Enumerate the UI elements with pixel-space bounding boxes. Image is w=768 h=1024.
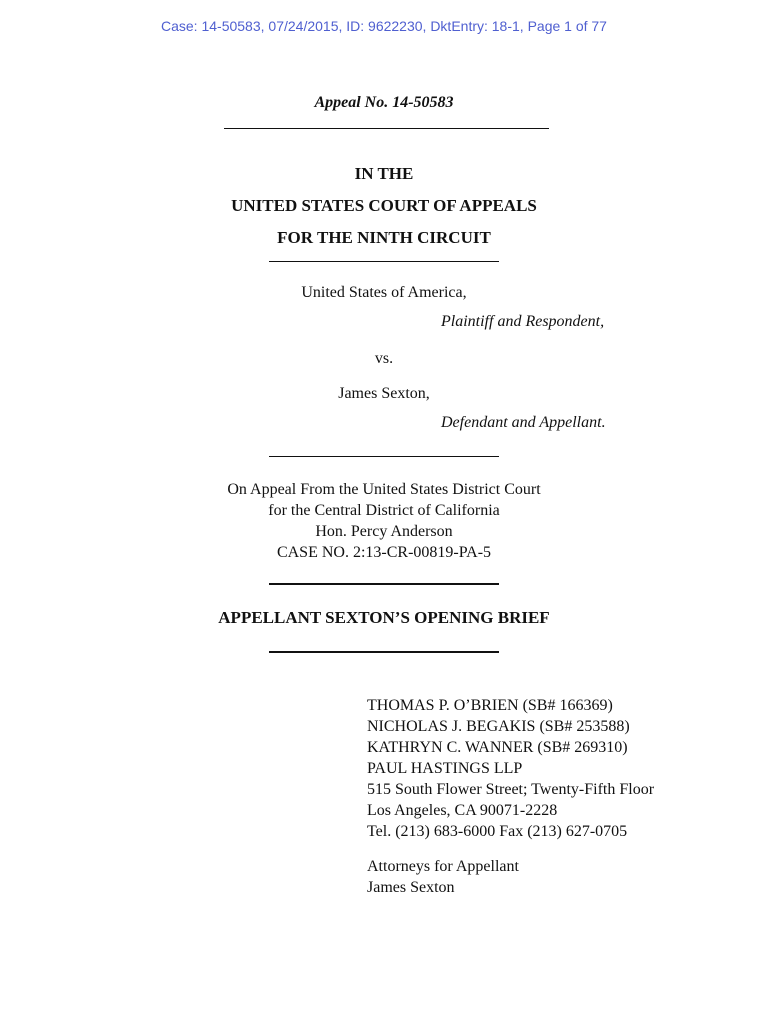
versus: vs. bbox=[374, 350, 394, 367]
counsel-line: PAUL HASTINGS LLP bbox=[367, 760, 523, 777]
counsel-line: KATHRYN C. WANNER (SB# 269310) bbox=[367, 739, 628, 756]
court-line: FOR THE NINTH CIRCUIT bbox=[277, 228, 491, 247]
counsel-line: THOMAS P. O’BRIEN (SB# 166369) bbox=[367, 697, 613, 714]
appeal-number: Appeal No. 14-50583 bbox=[314, 94, 454, 111]
attorneys-for-line: James Sexton bbox=[367, 879, 455, 896]
brief-title: APPELLANT SEXTON’S OPENING BRIEF bbox=[218, 608, 550, 627]
attorneys-for-line: Attorneys for Appellant bbox=[367, 858, 519, 875]
counsel-line: NICHOLAS J. BEGAKIS (SB# 253588) bbox=[367, 718, 630, 735]
divider-rule bbox=[224, 128, 549, 129]
court-line: UNITED STATES COURT OF APPEALS bbox=[231, 196, 537, 215]
docket-header: Case: 14-50583, 07/24/2015, ID: 9622230, DktEntry: 18-1, Page 1 of 77 bbox=[161, 18, 607, 34]
counsel-block bbox=[367, 695, 654, 842]
divider-rule bbox=[269, 583, 499, 585]
court-caption bbox=[0, 158, 768, 254]
lower-court-line: Hon. Percy Anderson bbox=[315, 523, 453, 540]
lower-court-line: for the Central District of California bbox=[268, 502, 500, 519]
counsel-line: Los Angeles, CA 90071-2228 bbox=[367, 802, 558, 819]
counsel-line: Tel. (213) 683-6000 Fax (213) 627-0705 bbox=[367, 823, 628, 840]
plaintiff-role: Plaintiff and Respondent, bbox=[441, 313, 605, 330]
court-line: IN THE bbox=[354, 164, 414, 183]
lower-court-info bbox=[0, 479, 768, 563]
plaintiff-name: United States of America, bbox=[301, 284, 467, 301]
lower-court-line: On Appeal From the United States District Court bbox=[227, 481, 541, 498]
defendant-role: Defendant and Appellant. bbox=[441, 414, 606, 431]
divider-rule bbox=[269, 261, 499, 262]
divider-rule bbox=[269, 456, 499, 457]
defendant-name: James Sexton, bbox=[338, 385, 430, 402]
divider-rule bbox=[269, 651, 499, 653]
counsel-line: 515 South Flower Street; Twenty-Fifth Floor bbox=[367, 781, 655, 798]
case-number: CASE NO. 2:13-CR-00819-PA-5 bbox=[276, 544, 492, 561]
attorneys-for bbox=[367, 856, 519, 898]
